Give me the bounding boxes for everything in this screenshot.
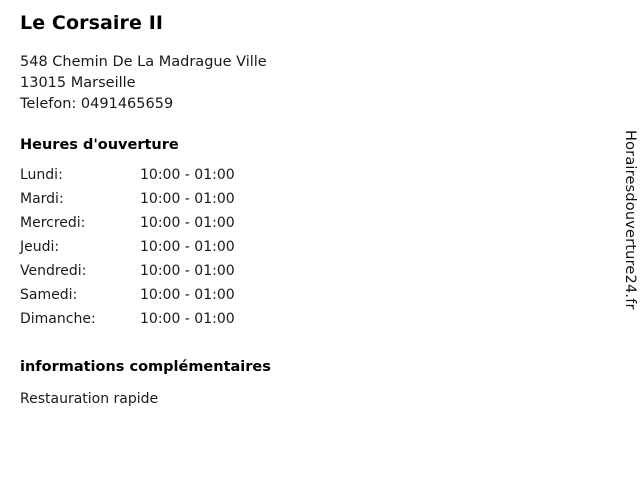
opening-hours-table	[20, 167, 235, 335]
page-title: Le Corsaire II	[20, 12, 164, 34]
day-hours: 10:00 - 01:00	[140, 215, 235, 231]
day-label: Mardi:	[20, 191, 64, 207]
day-hours: 10:00 - 01:00	[140, 191, 235, 207]
day-label: Vendredi:	[20, 263, 87, 279]
day-label: Samedi:	[20, 287, 78, 303]
day-label: Lundi:	[20, 167, 63, 183]
day-hours: 10:00 - 01:00	[140, 311, 235, 327]
address-city: 13015 Marseille	[20, 75, 136, 91]
table-row	[20, 191, 235, 215]
day-label: Jeudi:	[20, 239, 60, 255]
table-row	[20, 287, 235, 311]
table-row	[20, 263, 235, 287]
day-label: Dimanche:	[20, 311, 96, 327]
day-hours: 10:00 - 01:00	[140, 167, 235, 183]
address-street: 548 Chemin De La Madrague Ville	[20, 54, 267, 70]
address-block	[20, 52, 600, 115]
business-info-page	[20, 12, 600, 407]
additional-info-title: informations complémentaires	[20, 359, 271, 375]
additional-info-text: Restauration rapide	[20, 391, 159, 407]
table-row	[20, 239, 235, 263]
day-hours: 10:00 - 01:00	[140, 287, 235, 303]
table-row	[20, 215, 235, 239]
site-watermark: Horairesdouverture24.fr	[622, 130, 638, 310]
day-label: Mercredi:	[20, 215, 86, 231]
table-row	[20, 311, 235, 335]
opening-hours-title: Heures d'ouverture	[20, 137, 179, 153]
day-hours: 10:00 - 01:00	[140, 239, 235, 255]
phone-number: Telefon: 0491465659	[20, 96, 174, 112]
table-row	[20, 167, 235, 191]
day-hours: 10:00 - 01:00	[140, 263, 235, 279]
